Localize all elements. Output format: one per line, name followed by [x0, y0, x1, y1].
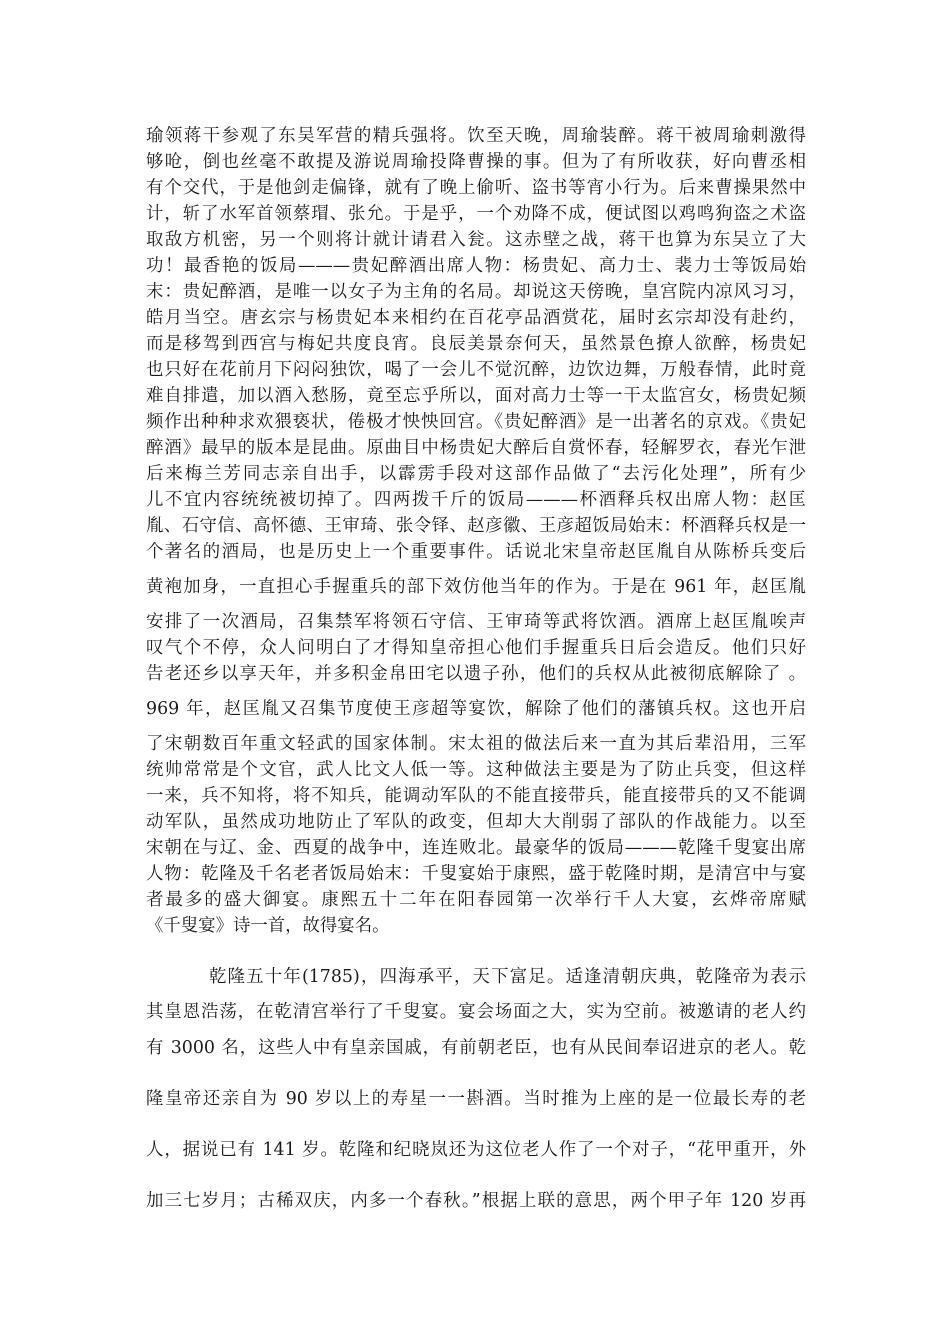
- text-line: 一来，兵不知将，将不知兵，能调动军队的不能直接带兵，能直接带兵的又不能调: [146, 786, 806, 806]
- text-line: 儿不宜内容统统被切掉了。四两拨千斤的饭局———杯酒释兵权出席人物：赵匡: [146, 490, 806, 510]
- text-line: 加三七岁月；古稀双庆，内多一个春秋。”根据上联的意思，两个甲子年 120 岁再: [146, 1191, 806, 1211]
- text-line: 了宋朝数百年重文轻武的国家体制。宋太祖的做法后来一直为其后辈沿用，三军: [146, 734, 806, 754]
- text-line: 969 年，赵匡胤又召集节度使王彦超等宴饮，解除了他们的藩镇兵权。这也开启: [146, 699, 806, 719]
- text-line: 取敌方机密，另一个则将计就计请君入瓮。这赤壁之战，蒋干也算为东吴立了大: [146, 230, 806, 250]
- text-line: 者最多的盛大御宴。康熙五十二年在阳春园第一次举行千人大宴，玄烨帝席赋: [146, 890, 806, 910]
- text-line: 有 3000 名，这些人中有皇亲国戚，有前朝老臣，也有从民间奉诏进京的老人。乾: [146, 1038, 806, 1058]
- text-line: 末：贵妃醉酒，是唯一以女子为主角的名局。却说这天傍晚，皇宫院内凉风习习，: [146, 282, 806, 302]
- text-line: 隆皇帝还亲自为 90 岁以上的寿星一一斟酒。当时推为上座的是一位最长寿的老: [146, 1089, 806, 1109]
- text-line: 动军队，虽然成功地防止了军队的政变，但却大大削弱了部队的作战能力。以至: [146, 812, 806, 832]
- text-line: 告老还乡以享天年，并多积金帛田宅以遗子孙，他们的兵权从此被彻底解除了 。: [146, 664, 806, 684]
- text-line: 而是移驾到西宫与梅妃共度良宵。良辰美景奈何天，虽然景色撩人欲醉，杨贵妃: [146, 334, 806, 354]
- text-line: 难自排遣，加以酒入愁肠，竟至忘乎所以，面对高力士等一干太监宫女，杨贵妃频: [146, 386, 806, 406]
- text-line: 叹气个不停，众人问明白了才得知皇帝担心他们手握重兵日后会造反。他们只好: [146, 638, 806, 658]
- text-line: 安排了一次酒局，召集禁军将领石守信、王审琦等武将饮酒。酒席上赵匡胤唉声: [146, 612, 806, 632]
- text-line: 够呛，倒也丝毫不敢提及游说周瑜投降曹操的事。但为了有所收获，好向曹丞相: [146, 152, 806, 172]
- text-line: 有个交代，于是他剑走偏锋，就有了晚上偷听、盗书等宵小行为。后来曹操果然中: [146, 178, 806, 198]
- text-line: 人，据说已有 141 岁。乾隆和纪晓岚还为这位老人作了一个对子，“花甲重开，外: [146, 1140, 806, 1160]
- text-line: 黄袍加身，一直担心手握重兵的部下效仿他当年的作为。于是在 961 年，赵匡胤: [146, 577, 806, 597]
- text-line: 也只好在花前月下闷闷独饮，喝了一会儿不觉沉醉，边饮边舞，万般春情，此时竟: [146, 360, 806, 380]
- text-line: 《千叟宴》诗一首，故得宴名。: [146, 916, 390, 936]
- text-line: 胤、石守信、高怀德、王审琦、张令铎、赵彦徽、王彦超饭局始末：杯酒释兵权是一: [146, 516, 806, 536]
- text-line: 瑜领蒋干参观了东吴军营的精兵强将。饮至天晚，周瑜装醉。蒋干被周瑜刺激得: [146, 126, 806, 146]
- text-line: 个著名的酒局，也是历史上一个重要事件。话说北宋皇帝赵匡胤自从陈桥兵变后: [146, 542, 806, 562]
- text-line: 计，斩了水军首领蔡瑁、张允。于是乎，一个劝降不成，便试图以鸡鸣狗盗之术盗: [146, 204, 806, 224]
- text-line: 统帅常常是个文官，武人比文人低一等。这种做法主要是为了防止兵变，但这样: [146, 760, 806, 780]
- text-line: 宋朝在与辽、金、西夏的战争中，连连败北。最豪华的饭局———乾隆千叟宴出席: [146, 838, 806, 858]
- text-line: 后来梅兰芳同志亲自出手，以霹雳手段对这部作品做了“去污化处理”，所有少: [146, 464, 806, 484]
- text-line: 人物：乾隆及千名老者饭局始末：千叟宴始于康熙，盛于乾隆时期，是清宫中与宴: [146, 864, 806, 884]
- text-line: 皓月当空。唐玄宗与杨贵妃本来相约在百花亭品酒赏花，届时玄宗却没有赴约，: [146, 308, 806, 328]
- text-line: 其皇恩浩荡，在乾清宫举行了千叟宴。宴会场面之大，实为空前。被邀请的老人约: [146, 1002, 806, 1022]
- text-line: 频作出种种求欢猥亵状，倦极才怏怏回宫。《贵妃醉酒》是一出著名的京戏。《贵妃: [146, 412, 806, 432]
- text-line: 功！最香艳的饭局———贵妃醉酒出席人物：杨贵妃、高力士、裴力士等饭局始: [146, 256, 806, 276]
- paragraph-first-line: 乾隆五十年(1785)，四海承平，天下富足。适逢清朝庆典，乾隆帝为表示: [209, 967, 806, 987]
- text-line: 醉酒》最早的版本是昆曲。原曲目中杨贵妃大醉后自赏怀春，轻解罗衣，春光乍泄: [146, 438, 806, 458]
